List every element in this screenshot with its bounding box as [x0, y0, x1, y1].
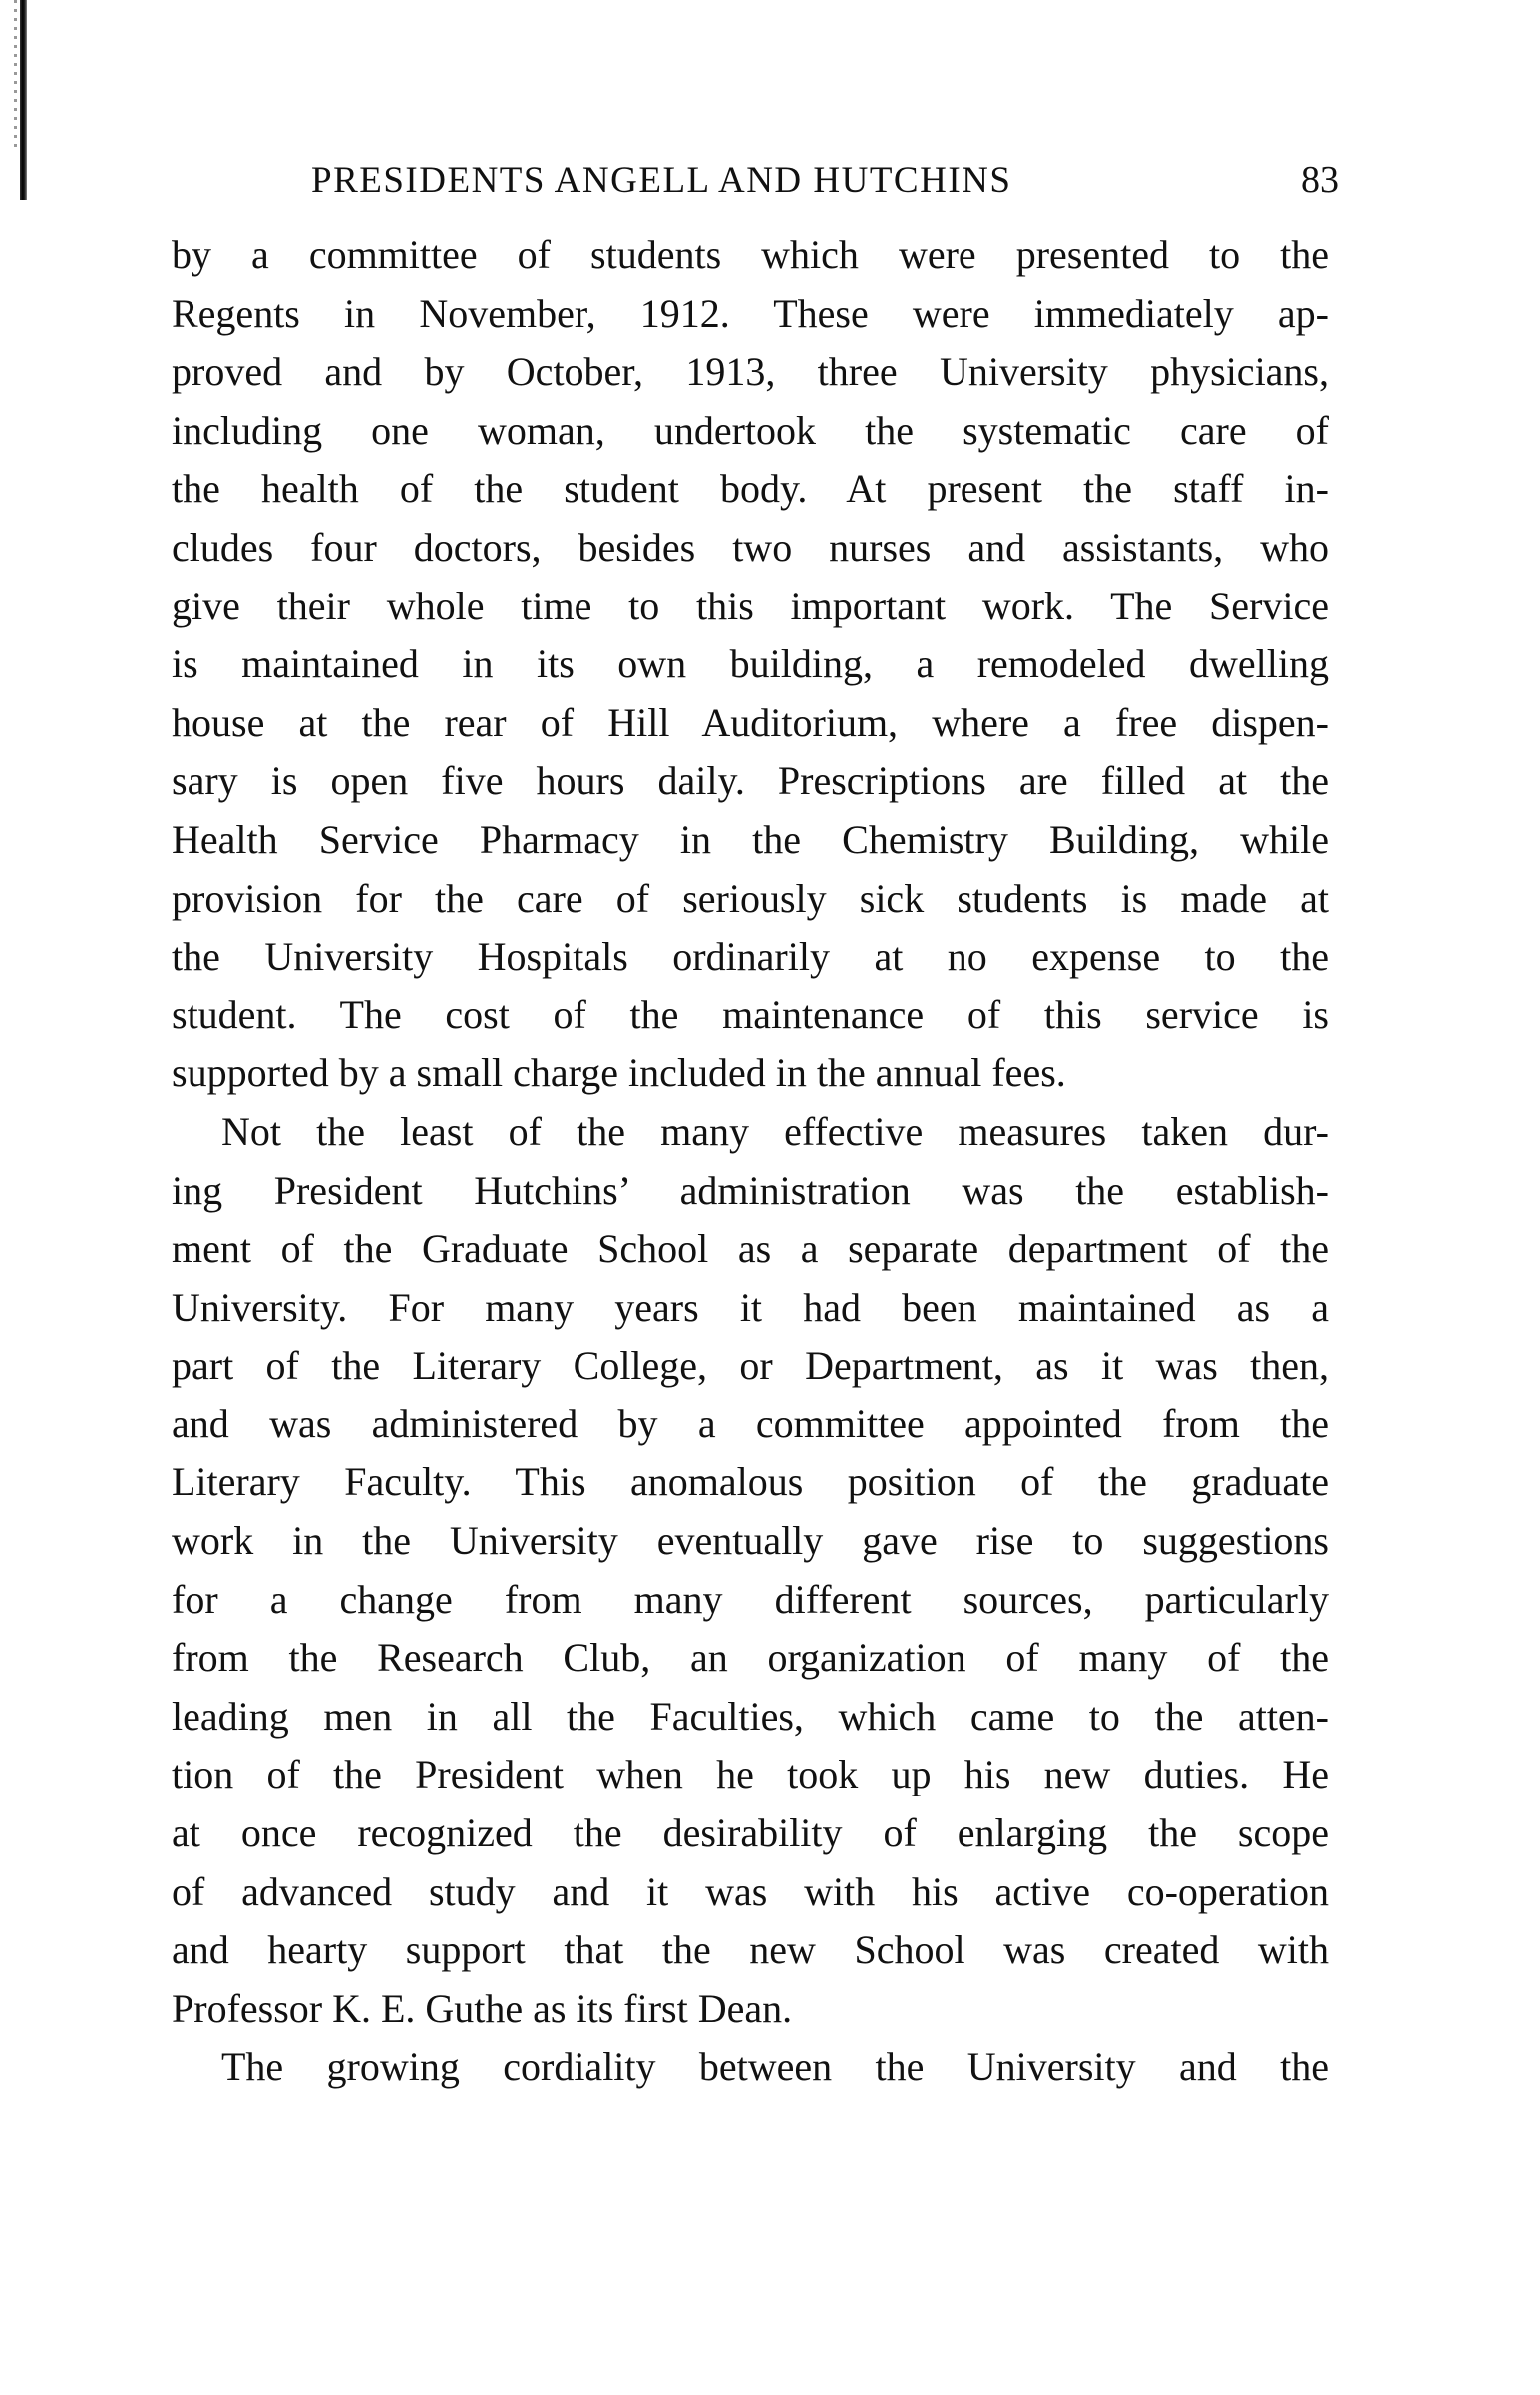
text-line: supported by a small charge included in the annual fees.	[172, 1050, 1066, 1096]
text-line: including one woman, undertook the systematic care of	[172, 407, 1329, 453]
binding-specks	[14, 0, 17, 150]
text-line: give their whole time to this important work. The Service	[172, 583, 1329, 628]
text-line: by a committee of students which were presented to the	[172, 232, 1329, 277]
text-line: ing President Hutchins’ administration was the establish-	[172, 1167, 1329, 1213]
paragraph-health-service	[172, 226, 1329, 1103]
text-line: the University Hospitals ordinarily at no expense to the	[172, 934, 1329, 980]
text-line: Professor K. E. Guthe as its first Dean.	[172, 1985, 793, 2031]
text-line: student. The cost of the maintenance of this service is	[172, 992, 1329, 1037]
text-line: Health Service Pharmacy in the Chemistry Building, while	[172, 816, 1329, 862]
running-head	[311, 158, 1339, 201]
binding-shadow	[20, 0, 27, 200]
text-line: tion of the President when he took up his new duties. He	[172, 1752, 1329, 1797]
text-line: Not the least of the many effective measures taken dur-	[221, 1108, 1329, 1154]
text-line: provision for the care of seriously sick students is made at	[172, 875, 1329, 921]
text-line: cludes four doctors, besides two nurses and assistants, who	[172, 524, 1329, 570]
text-line: from the Research Club, an organization of many of the	[172, 1635, 1329, 1681]
paragraph-cordiality	[172, 2038, 1329, 2097]
page-number: 83	[1301, 159, 1339, 200]
page-binding-edge	[0, 0, 34, 209]
text-line: for a change from many different sources, particularly	[172, 1576, 1329, 1622]
running-head-title: PRESIDENTS ANGELL AND HUTCHINS	[311, 160, 1012, 200]
text-line: proved and by October, 1913, three University physicians,	[172, 349, 1329, 395]
text-line: at once recognized the desirability of enlarging the scope	[172, 1810, 1329, 1856]
text-line: Literary Faculty. This anomalous position of the graduate	[172, 1459, 1329, 1505]
text-line: ment of the Graduate School as a separate department of the	[172, 1226, 1329, 1272]
text-line: and was administered by a committee appointed from the	[172, 1400, 1329, 1446]
text-line: is maintained in its own building, a remodeled dwelling	[172, 641, 1329, 687]
text-line: The growing cordiality between the University and the	[221, 2044, 1329, 2090]
text-line: work in the University eventually gave rise to suggestions	[172, 1518, 1329, 1564]
text-line: University. For many years it had been maintained as a	[172, 1284, 1329, 1330]
text-line: house at the rear of Hill Auditorium, where a free dispen-	[172, 699, 1329, 745]
text-line: sary is open five hours daily. Prescriptions are filled at the	[172, 758, 1329, 804]
text-line: Regents in November, 1912. These were immediately ap-	[172, 290, 1329, 336]
text-line: of advanced study and it was with his active co-operation	[172, 1868, 1329, 1914]
text-line: part of the Literary College, or Department, as it was then,	[172, 1343, 1329, 1389]
text-line: leading men in all the Faculties, which came to the atten-	[172, 1693, 1329, 1739]
text-line: the health of the student body. At present the staff in-	[172, 466, 1329, 512]
body-text	[172, 226, 1329, 2097]
paragraph-graduate-school	[172, 1103, 1329, 2039]
text-line: and hearty support that the new School was created with	[172, 1927, 1329, 1973]
